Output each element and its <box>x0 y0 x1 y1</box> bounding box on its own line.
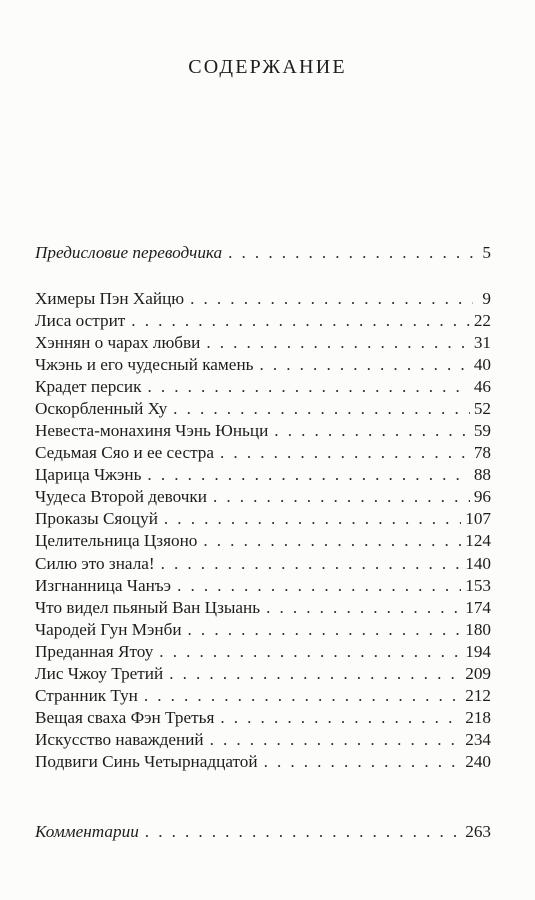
toc-entry-title: Невеста-монахиня Чэнь Юньци <box>35 421 269 441</box>
toc-page-number: 218 <box>465 707 491 727</box>
dot-leader <box>131 309 470 333</box>
toc-entry-title: Что видел пьяный Ван Цзыань <box>35 597 261 617</box>
toc-page-number: 88 <box>473 465 491 485</box>
dot-leader <box>266 596 461 620</box>
toc-entry <box>35 287 491 311</box>
toc-entry-title: Искусство наваждений <box>35 729 204 749</box>
toc-entry <box>35 728 491 752</box>
toc-entry <box>35 618 491 642</box>
toc-page-number: 194 <box>465 641 491 661</box>
toc-entry <box>35 750 491 774</box>
dot-leader <box>177 574 461 598</box>
toc-entry-title: Силю это знала! <box>35 553 155 573</box>
dot-leader <box>228 241 473 265</box>
toc-entry <box>35 706 491 730</box>
dot-leader <box>144 684 461 708</box>
dot-leader <box>274 419 470 443</box>
dot-leader <box>169 662 461 686</box>
toc-page-number: 174 <box>465 597 491 617</box>
toc-page-number: 212 <box>465 685 491 705</box>
dot-leader <box>147 375 469 399</box>
toc-entry <box>35 353 491 377</box>
toc-page-number: 78 <box>473 443 491 463</box>
toc-entry <box>35 485 491 509</box>
toc-entry-title: Подвиги Синь Четырнадцатой <box>35 751 258 771</box>
toc-entry-title: Чжэнь и его чудесный камень <box>35 355 254 375</box>
toc-entry-title: Целительница Цзяоно <box>35 531 198 551</box>
toc-page-number: 263 <box>465 822 491 841</box>
toc-page-number: 209 <box>465 663 491 683</box>
toc-entry <box>35 463 491 487</box>
dot-leader <box>259 353 469 377</box>
dot-leader <box>188 618 462 642</box>
toc-page-number: 59 <box>473 421 491 441</box>
toc-entry-title: Проказы Сяоцуй <box>35 509 158 529</box>
dot-leader <box>164 507 461 531</box>
toc-page-number: 46 <box>473 377 491 397</box>
toc-page-number: 31 <box>473 333 491 353</box>
toc-entry-title: Царица Чжэнь <box>35 465 142 485</box>
toc-page-number: 40 <box>473 355 491 375</box>
dot-leader <box>159 640 461 664</box>
toc-entry <box>35 574 491 598</box>
toc-page-number: 52 <box>473 399 491 419</box>
toc-entry-title: Предисловие переводчика <box>35 243 223 262</box>
toc-entry-title: Изгнанница Чанъэ <box>35 575 172 595</box>
toc-entry <box>35 309 491 333</box>
toc-entry <box>35 552 491 576</box>
toc-entry <box>35 596 491 620</box>
toc-entry-title: Странник Тун <box>35 685 138 705</box>
toc-page-number: 96 <box>473 487 491 507</box>
toc-entry-title: Чудеса Второй девочки <box>35 487 207 507</box>
dot-leader <box>210 728 462 752</box>
toc-entry-title: Чародей Гун Мэнби <box>35 619 182 639</box>
toc-preface <box>35 241 491 265</box>
toc-entry-title: Крадет персик <box>35 377 142 397</box>
toc-page-number: 180 <box>465 619 491 639</box>
toc-entry-title: Хэннян о чарах любви <box>35 333 201 353</box>
toc-entry-title: Лиса острит <box>35 311 126 330</box>
toc-entry-title: Химеры Пэн Хайцю <box>35 289 185 308</box>
toc-page-number: 234 <box>465 729 491 749</box>
toc-entry-title: Седьмая Сяо и ее сестра <box>35 443 215 463</box>
toc-page-number: 5 <box>482 243 491 262</box>
toc-entry-title: Оскорбленный Ху <box>35 399 168 419</box>
dot-leader <box>161 552 462 576</box>
toc-entry-title: Комментарии <box>35 822 139 841</box>
toc-comments <box>35 820 491 844</box>
toc-page-number: 124 <box>465 531 491 551</box>
page-title: СОДЕРЖАНИЕ <box>188 56 347 78</box>
toc-entry <box>35 662 491 686</box>
toc-page-number: 140 <box>465 553 491 573</box>
toc-entry <box>35 331 491 355</box>
toc-entry-title: Лис Чжоу Третий <box>35 663 164 683</box>
toc-entry <box>35 375 491 399</box>
dot-leader <box>264 750 462 774</box>
toc-entry-title: Преданная Ятоу <box>35 641 154 661</box>
toc-page-number: 107 <box>465 509 491 529</box>
toc-entry <box>35 441 491 465</box>
dot-leader <box>220 706 461 730</box>
dot-leader <box>203 529 461 553</box>
toc-entry <box>35 640 491 664</box>
toc-entry <box>35 684 491 708</box>
dot-leader <box>173 397 470 421</box>
toc-page-number: 22 <box>473 311 491 330</box>
toc-entry <box>35 507 491 531</box>
dot-leader <box>147 463 469 487</box>
dot-leader <box>190 287 473 311</box>
dot-leader <box>206 331 469 355</box>
toc-entry <box>35 419 491 443</box>
toc-page-number: 9 <box>482 289 491 308</box>
toc-entry <box>35 397 491 421</box>
table-of-contents <box>35 0 491 900</box>
toc-page-number: 240 <box>465 751 491 771</box>
toc-entry-title: Вещая сваха Фэн Третья <box>35 707 215 727</box>
dot-leader <box>145 820 461 844</box>
dot-leader <box>220 441 470 465</box>
dot-leader <box>213 485 470 509</box>
toc-entry <box>35 529 491 553</box>
toc-page-number: 153 <box>465 575 491 595</box>
